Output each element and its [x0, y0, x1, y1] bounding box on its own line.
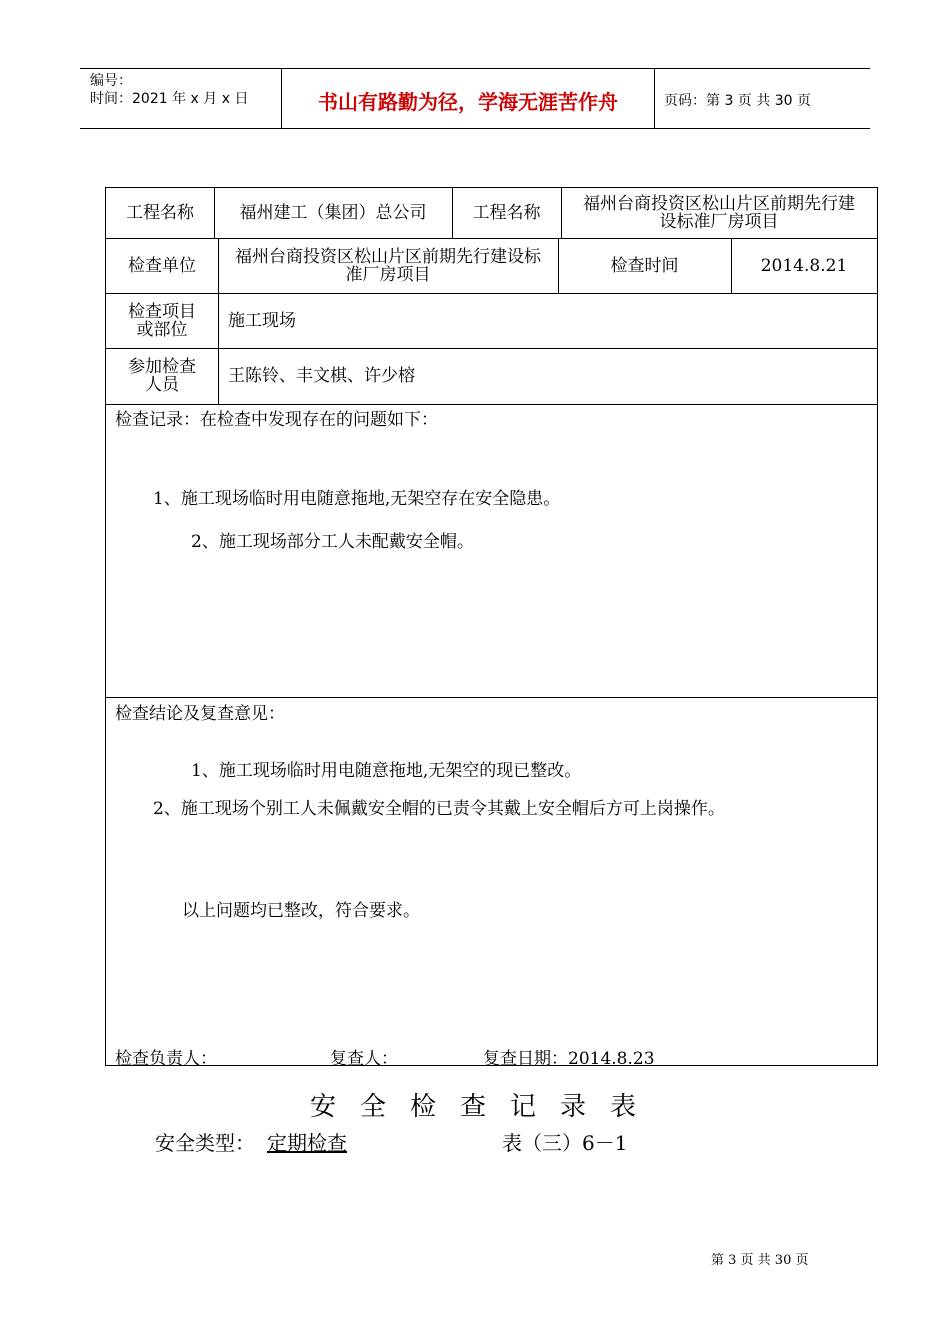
- header-bottom-rule: [80, 128, 870, 129]
- document-title: 安全检查记录表: [310, 1092, 661, 1122]
- project-name-company: 福州建工（集团）总公司: [239, 203, 427, 223]
- project-name-value: 福州台商投资区松山片区前期先行建设标准厂房项目: [583, 194, 855, 232]
- participants-label: 参加检查人员: [128, 357, 196, 395]
- record-heading: 检查记录：在检查中发现存在的问题如下：: [115, 410, 438, 430]
- inspector-signature-label: 检查负责人：: [115, 1049, 217, 1069]
- inspection-item-label: 检查项目或部位: [128, 301, 196, 340]
- participants-value: 王陈铃、丰文棋、许少榕: [228, 366, 415, 386]
- safety-type-label: 安全类型：: [155, 1131, 255, 1155]
- safety-type-value: 定期检查: [267, 1131, 347, 1155]
- inspection-time-value: 2014.8.21: [760, 255, 848, 276]
- inspection-unit-value: 福州台商投资区松山片区前期先行建设标准厂房项目: [235, 246, 541, 285]
- header-page-number: 页码：第 3 页 共 30 页: [664, 93, 811, 109]
- conclusion-item: 1、施工现场临时用电随意拖地,无架空的现已整改。: [191, 761, 582, 781]
- header-code-label: 编号：: [90, 73, 132, 89]
- form-code: 表（三）6－1: [502, 1131, 628, 1155]
- header-top-rule: [80, 68, 870, 69]
- record-item: 1、施工现场临时用电随意拖地,无架空存在安全隐患。: [153, 489, 561, 509]
- page-footer: 第 3 页 共 30 页: [711, 1253, 809, 1268]
- conclusion-item: 2、施工现场个别工人未佩戴安全帽的已责令其戴上安全帽后方可上岗操作。: [153, 799, 725, 819]
- inspection-table: [105, 187, 878, 1069]
- conclusion-heading: 检查结论及复查意见：: [115, 704, 285, 724]
- project-name-label-2: 工程名称: [472, 203, 541, 223]
- header-divider: [654, 68, 655, 128]
- header-motto: 书山有路勤为径，学海无涯苦作舟: [318, 90, 618, 114]
- conclusion-summary: 以上问题均已整改，符合要求。: [182, 901, 420, 921]
- inspection-time-label: 检查时间: [610, 255, 679, 276]
- header-time: 时间：2021 年 x 月 x 日: [90, 91, 249, 107]
- inspection-item-value: 施工现场: [228, 310, 296, 331]
- review-date: 复查日期：2014.8.23: [483, 1049, 655, 1069]
- table-row-rule: [106, 697, 877, 698]
- inspection-unit-label: 检查单位: [128, 255, 196, 276]
- project-name-label: 工程名称: [126, 203, 194, 223]
- record-item: 2、施工现场部分工人未配戴安全帽。: [191, 532, 474, 552]
- reviewer-signature-label: 复查人：: [330, 1049, 398, 1069]
